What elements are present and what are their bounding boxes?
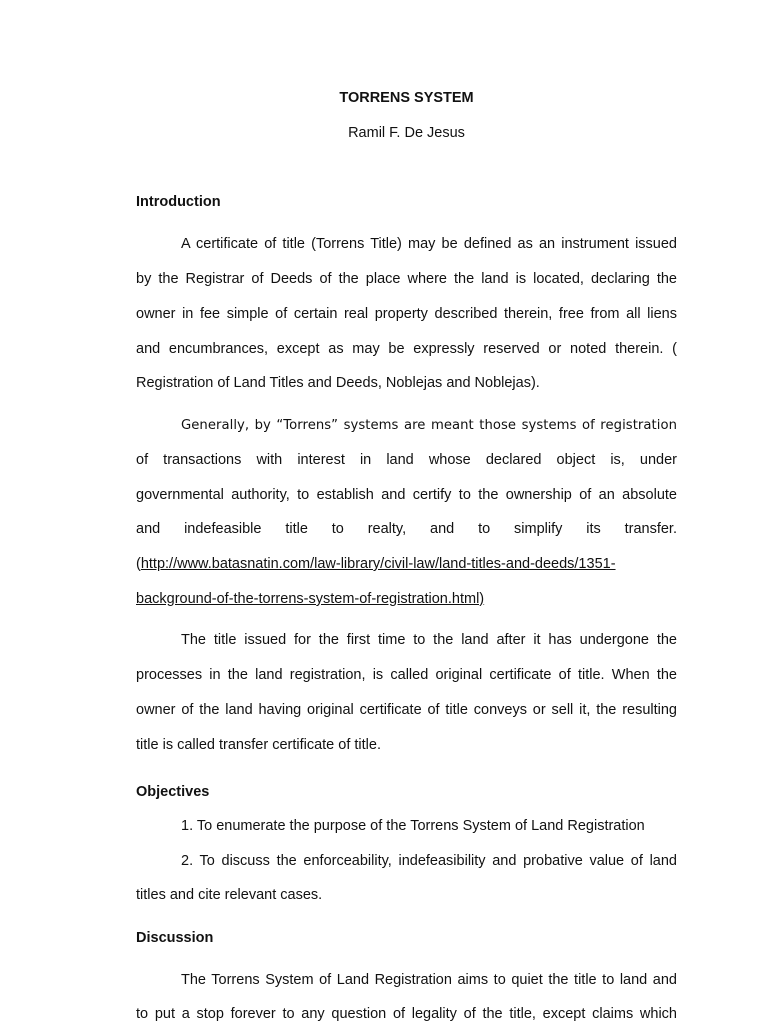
document-title: TORRENS SYSTEM [339,90,474,106]
intro-p2-line: governmental authority, to establish and certify to the ownership of an absolute [136,487,677,503]
intro-p3-line: title is called transfer certificate of title. [136,737,381,753]
introduction-heading: Introduction [136,194,221,210]
intro-p3-line: processes in the land registration, is called original certificate of title. When the [136,667,677,683]
intro-p1-line: by the Registrar of Deeds of the place where the land is located, declaring the [136,271,677,287]
discussion-p1-line: to put a stop forever to any question of legality of the title, except claims which [136,1006,677,1022]
intro-p2-line: Generally, by “Torrens” systems are meant those systems of registration [181,418,677,433]
reference-link-continued[interactable]: background-of-the-torrens-system-of-registration.html) [136,591,485,607]
objective-item-2-line: 2. To discuss the enforceability, indefeasibility and probative value of land [181,853,677,869]
intro-p2-line: of transactions with interest in land whose declared object is, under [136,452,677,468]
intro-p1-line: owner in fee simple of certain real property described therein, free from all liens [136,306,677,322]
objective-item-2-line: titles and cite relevant cases. [136,887,323,903]
intro-p1-line: Registration of Land Titles and Deeds, Noblejas and Noblejas). [136,375,540,391]
objective-item-1: 1. To enumerate the purpose of the Torrens System of Land Registration [181,818,645,834]
document-author: Ramil F. De Jesus [348,125,465,141]
intro-p3-line: The title issued for the first time to the land after it has undergone the [181,632,677,648]
reference-link-line [136,555,616,573]
reference-link[interactable]: http://www.batasnatin.com/law-library/civil-law/land-titles-and-deeds/1351- [140,556,616,572]
intro-p2-line: and indefeasible title to realty, and to simplify its transfer. [136,521,677,537]
intro-p3-line: owner of the land having original certificate of title conveys or sell it, the resulting [136,702,677,718]
objectives-heading: Objectives [136,784,210,800]
discussion-heading: Discussion [136,930,214,946]
open-paren: ( [136,556,141,572]
intro-p1-line: A certificate of title (Torrens Title) may be defined as an instrument issued [181,236,677,252]
discussion-p1-line: The Torrens System of Land Registration aims to quiet the title to land and [181,972,677,988]
intro-p1-line: and encumbrances, except as may be expressly reserved or noted therein. ( [136,341,677,357]
